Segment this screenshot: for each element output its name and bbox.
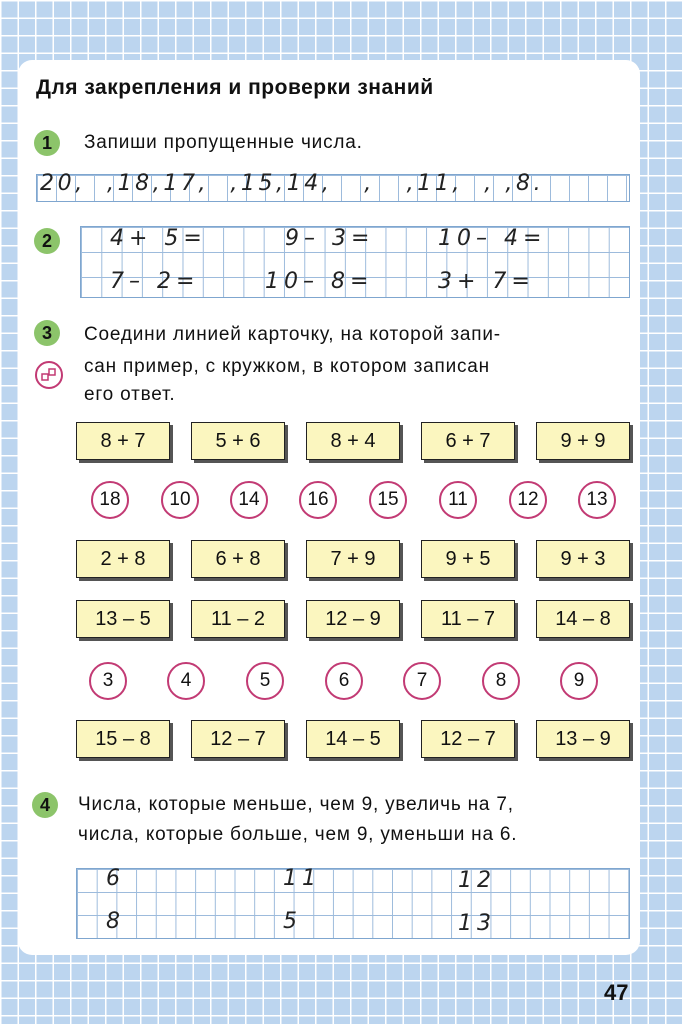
answer-circle[interactable]: 12 xyxy=(509,481,547,519)
expression: 10– 4= xyxy=(438,226,547,251)
answer: 5 xyxy=(283,909,302,934)
example-card[interactable]: 14 – 8 xyxy=(536,600,630,638)
task1-sequence: 20, ,18,17, ,15,14, , ,11, , ,8. xyxy=(40,171,545,196)
expression: 9– 3= xyxy=(285,226,375,251)
task-number-4: 4 xyxy=(32,792,58,818)
example-card[interactable]: 8 + 7 xyxy=(76,422,170,460)
example-card[interactable]: 12 – 7 xyxy=(421,720,515,758)
expression: 3+ 7= xyxy=(438,269,535,294)
example-card[interactable]: 11 – 7 xyxy=(421,600,515,638)
answer: 12 xyxy=(458,868,496,893)
answer-circle[interactable]: 10 xyxy=(161,481,199,519)
example-card[interactable]: 7 + 9 xyxy=(306,540,400,578)
example-card[interactable]: 8 + 4 xyxy=(306,422,400,460)
task3-text-line: сан пример, с кружком, в котором записан xyxy=(84,356,490,377)
answer: 6 xyxy=(106,866,125,891)
task4-text-line: Числа, которые меньше, чем 9, увеличь на 7, xyxy=(78,794,514,815)
answer-circle[interactable]: 8 xyxy=(482,662,520,700)
answer-circle[interactable]: 4 xyxy=(167,662,205,700)
answer-circle[interactable]: 14 xyxy=(230,481,268,519)
example-card[interactable]: 2 + 8 xyxy=(76,540,170,578)
example-card[interactable]: 15 – 8 xyxy=(76,720,170,758)
task4-text-line: числа, которые больше, чем 9, уменьши на 6. xyxy=(78,824,518,845)
page-number: 47 xyxy=(604,980,629,1005)
task4-grid xyxy=(76,868,630,939)
example-card[interactable]: 6 + 7 xyxy=(421,422,515,460)
answer-circle[interactable]: 3 xyxy=(89,662,127,700)
expression: 4+ 5= xyxy=(110,226,207,251)
expression: 10– 8= xyxy=(265,269,374,294)
example-card[interactable]: 13 – 9 xyxy=(536,720,630,758)
answer-circle[interactable]: 15 xyxy=(369,481,407,519)
answer: 8 xyxy=(106,909,125,934)
answer-circle[interactable]: 5 xyxy=(246,662,284,700)
task-number-2: 2 xyxy=(34,228,60,254)
answer-circle[interactable]: 16 xyxy=(299,481,337,519)
answer: 11 xyxy=(283,866,321,891)
pair-work-icon xyxy=(35,361,63,389)
example-card[interactable]: 12 – 7 xyxy=(191,720,285,758)
answer-circle[interactable]: 7 xyxy=(403,662,441,700)
example-card[interactable]: 9 + 5 xyxy=(421,540,515,578)
task1-text: Запиши пропущенные числа. xyxy=(84,132,363,153)
page-title: Для закрепления и проверки знаний xyxy=(36,76,434,99)
task3-text-line: Соедини линией карточку, на которой запи- xyxy=(84,324,501,345)
answer-circle[interactable]: 9 xyxy=(560,662,598,700)
answer-circle[interactable]: 13 xyxy=(578,481,616,519)
answer: 13 xyxy=(458,911,496,936)
example-card[interactable]: 12 – 9 xyxy=(306,600,400,638)
answer-circle[interactable]: 6 xyxy=(325,662,363,700)
task3-text-line: его ответ. xyxy=(84,384,176,405)
expression: 7– 2= xyxy=(110,269,200,294)
example-card[interactable]: 13 – 5 xyxy=(76,600,170,638)
example-card[interactable]: 6 + 8 xyxy=(191,540,285,578)
answer-circle[interactable]: 11 xyxy=(439,481,477,519)
example-card[interactable]: 11 – 2 xyxy=(191,600,285,638)
answer-circle[interactable]: 18 xyxy=(91,481,129,519)
example-card[interactable]: 5 + 6 xyxy=(191,422,285,460)
example-card[interactable]: 9 + 3 xyxy=(536,540,630,578)
task-number-1: 1 xyxy=(34,130,60,156)
task-number-3: 3 xyxy=(34,320,60,346)
example-card[interactable]: 9 + 9 xyxy=(536,422,630,460)
example-card[interactable]: 14 – 5 xyxy=(306,720,400,758)
